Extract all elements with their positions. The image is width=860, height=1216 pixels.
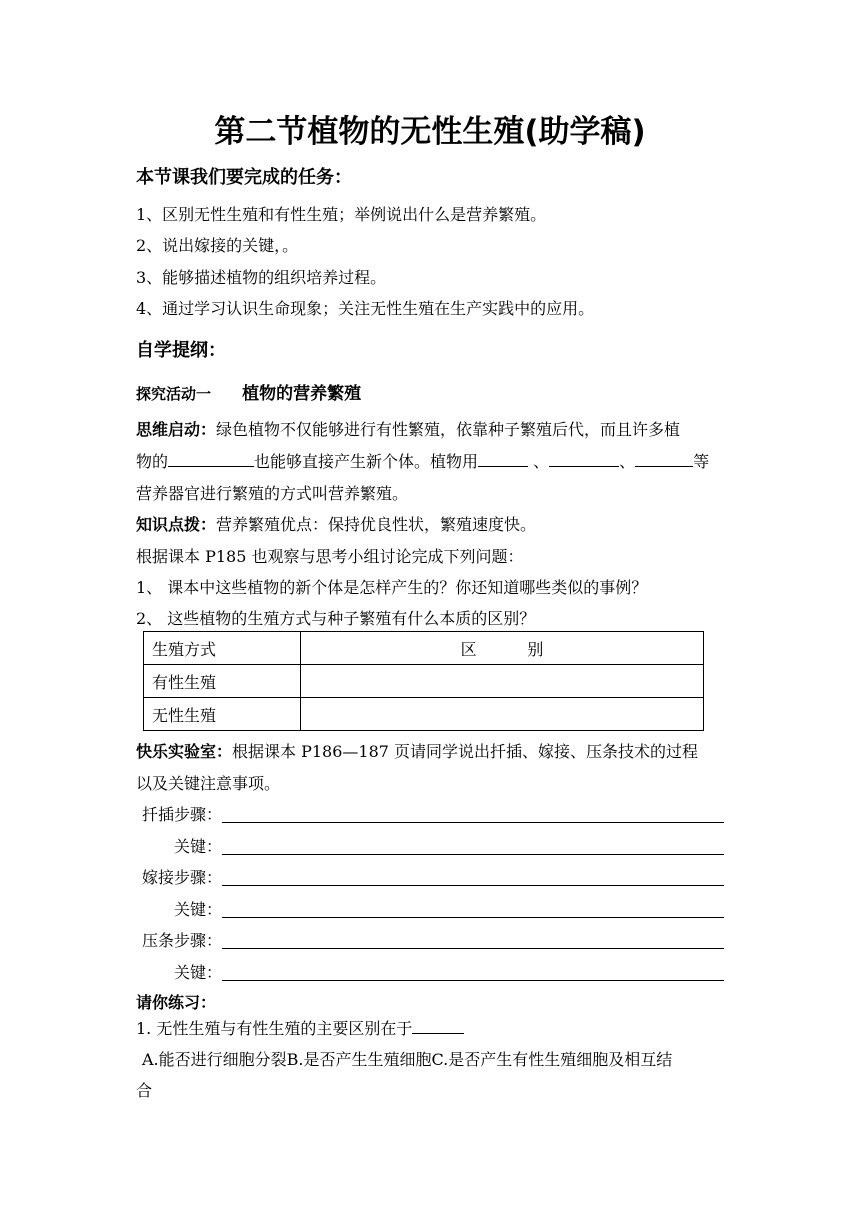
lab-text: 根据课本 P186—187 页请同学说出扦插、嫁接、压条技术的过程: [232, 742, 699, 761]
table-row: [144, 698, 704, 731]
fill-line[interactable]: [222, 980, 724, 981]
tasks-heading: 本节课我们要完成的任务：: [136, 167, 352, 188]
practice-question: [136, 1016, 464, 1039]
fill-line-label: 关键：: [173, 837, 222, 856]
table-cell: 无性生殖: [144, 698, 301, 731]
fill-line-label: 关键：: [173, 900, 222, 919]
practice-heading: 请你练习：: [136, 993, 217, 1012]
lab-line-1: [136, 739, 698, 762]
task-item: 2、说出嫁接的关键，。: [136, 236, 299, 255]
comparison-table: [143, 631, 704, 731]
activity-label: 探究活动一: [136, 385, 212, 403]
task-item: 3、能够描述植物的组织培养过程。: [136, 268, 387, 287]
fill-line-label: 扦插步骤：: [141, 805, 222, 824]
fill-blank[interactable]: [635, 450, 693, 467]
thinking-label: 思维启动：: [136, 420, 217, 439]
knowledge-label: 知识点拨：: [136, 515, 217, 534]
fill-line-label: 嫁接步骤：: [141, 868, 222, 887]
discussion-intro: 根据课本 P185 也观察与思考小组讨论完成下列问题：: [136, 547, 524, 566]
practice-options: A.能否进行细胞分裂B.是否产生生殖细胞C.是否产生有性生殖细胞及相互结: [142, 1050, 673, 1069]
thinking-text: 等: [693, 452, 710, 471]
knowledge-text: 营养繁殖优点：保持优良性状，繁殖速度快。: [216, 515, 537, 534]
fill-line-row: [136, 865, 724, 888]
practice-options: 合: [136, 1081, 153, 1100]
thinking-text: 也能够直接产生新个体。植物用: [254, 452, 479, 471]
fill-blank[interactable]: [478, 450, 528, 467]
thinking-text: 、: [528, 452, 550, 471]
fill-blank[interactable]: [412, 1017, 464, 1034]
lab-label: 快乐实验室：: [136, 742, 233, 761]
table-cell-answer[interactable]: [301, 698, 704, 731]
thinking-text: 绿色植物不仅能够进行有性繁殖，依靠种子繁殖后代，而且许多植: [216, 420, 681, 439]
thinking-line-2: [136, 449, 709, 472]
fill-blank[interactable]: [168, 450, 254, 467]
question-item: 1、 课本中这些植物的新个体是怎样产生的？你还知道哪些类似的事例？: [136, 578, 648, 597]
thinking-text: 、: [619, 452, 636, 471]
table-cell: 有性生殖: [144, 665, 301, 698]
outline-heading: 自学提纲：: [136, 340, 226, 361]
fill-line[interactable]: [222, 854, 724, 855]
thinking-line-1: [136, 417, 680, 440]
table-header-row: [144, 632, 704, 665]
page-title: 第二节植物的无性生殖(助学稿): [214, 114, 646, 150]
lab-line-2: 以及关键注意事项。: [136, 774, 281, 793]
fill-line-label: 关键：: [173, 963, 222, 982]
table-row: [144, 665, 704, 698]
fill-line[interactable]: [222, 948, 724, 949]
practice-question-text: 1. 无性生殖与有性生殖的主要区别在于: [136, 1019, 413, 1038]
activity-title: 植物的营养繁殖: [242, 384, 362, 404]
task-item: 1、区别无性生殖和有性生殖；举例说出什么是营养繁殖。: [136, 205, 547, 224]
table-header-cell: 区 别: [301, 632, 704, 665]
fill-line[interactable]: [222, 917, 724, 918]
fill-line-label: 压条步骤：: [141, 931, 222, 950]
fill-line-row: [136, 897, 724, 920]
activity-heading: [136, 379, 361, 404]
fill-line[interactable]: [222, 885, 724, 886]
fill-line[interactable]: [222, 822, 724, 823]
table-header-cell: 生殖方式: [144, 632, 301, 665]
fill-line-row: [136, 802, 724, 825]
table-cell-answer[interactable]: [301, 665, 704, 698]
task-item: 4、通过学习认识生命现象；关注无性生殖在生产实践中的应用。: [136, 299, 595, 318]
thinking-text: 物的: [136, 452, 169, 471]
knowledge-line: [136, 512, 536, 535]
fill-blank[interactable]: [549, 450, 619, 467]
fill-line-row: [136, 834, 724, 857]
question-item: 2、 这些植物的生殖方式与种子繁殖有什么本质的区别？: [136, 609, 536, 628]
thinking-line-3: 营养器官进行繁殖的方式叫营养繁殖。: [136, 484, 409, 503]
fill-line-row: [136, 960, 724, 983]
fill-line-row: [136, 928, 724, 951]
